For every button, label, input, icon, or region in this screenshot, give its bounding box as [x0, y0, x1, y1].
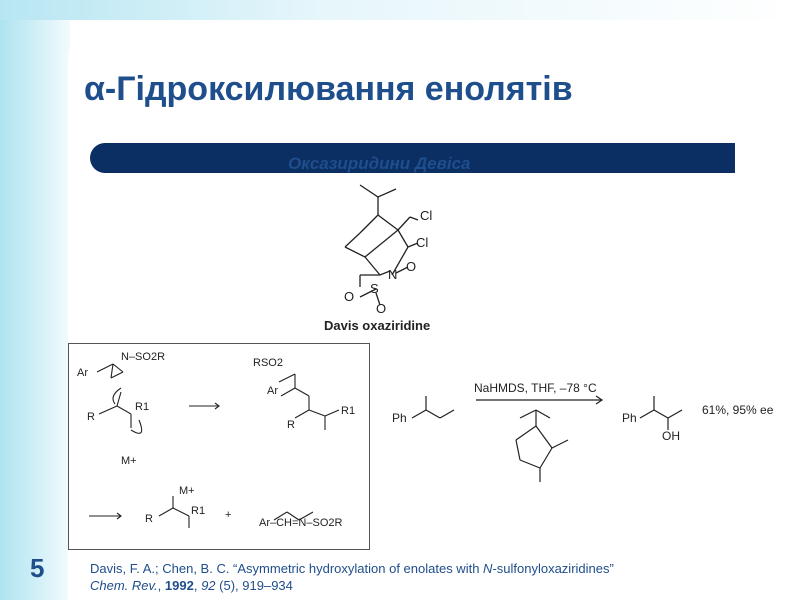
slide-subtitle: Оксазиридини Девіса: [288, 154, 471, 173]
mech-r-1: R: [87, 411, 95, 423]
mech-imine: Ar–CH=N–SO2R: [259, 517, 343, 529]
citation-line-2: Chem. Rev., 1992, 92 (5), 919–934: [90, 578, 293, 593]
citation-suffix: -sulfonyloxaziridines”: [492, 561, 614, 576]
conditions-label: NaHMDS, THF, –78 °C: [474, 381, 597, 395]
mech-metal-1: M+: [121, 455, 137, 467]
s-label: S: [370, 281, 379, 296]
citation-line-1: [90, 560, 790, 577]
davis-caption: Davis oxaziridine: [324, 318, 431, 333]
top-band: [0, 0, 800, 20]
mech-ar-2: Ar: [267, 385, 278, 397]
mech-r1-3: R1: [191, 505, 206, 517]
n-label: N: [388, 267, 398, 282]
o-label-2: O: [376, 301, 387, 316]
mech-plus: +: [225, 509, 232, 521]
mech-ar-1: Ar: [77, 367, 88, 379]
example-reaction: [390, 370, 790, 520]
substrate-ph: Ph: [392, 411, 407, 425]
citation-italic-n: N: [483, 561, 493, 576]
cl-label-1: Cl: [420, 208, 433, 223]
citation-volume: 92: [201, 578, 216, 593]
mech-r1-1: R1: [135, 401, 150, 413]
slide-title: α-Гідроксилювання енолятів: [84, 70, 573, 108]
o-label-1: O: [344, 289, 355, 304]
cl-label-2: Cl: [416, 235, 429, 250]
citation: [90, 560, 790, 594]
citation-journal: Chem. Rev.: [90, 578, 158, 593]
side-gradient: [0, 0, 70, 600]
mech-r-3: R: [145, 513, 153, 525]
mech-metal-2: M+: [179, 485, 195, 497]
davis-oxaziridine-structure: [320, 175, 480, 335]
mech-r-2: R: [287, 419, 295, 431]
mech-reagent-label: N–SO2R: [121, 351, 166, 363]
o-label-ring: O: [406, 259, 417, 274]
mech-r1-2: R1: [341, 405, 356, 417]
mechanism-scheme: [69, 344, 369, 549]
citation-year: 1992: [164, 578, 194, 593]
product-oh: OH: [662, 429, 680, 443]
page-number: 5: [30, 553, 45, 583]
mech-rso2: RSO2: [253, 357, 283, 369]
citation-pages: (5), 919–934: [219, 578, 293, 593]
mechanism-box: [68, 343, 370, 550]
citation-prefix: Davis, F. A.; Chen, B. C. “Asymmetric hydroxylation of enolates with: [90, 561, 484, 576]
yield-label: 61%, 95% ee: [702, 403, 774, 417]
product-ph: Ph: [622, 411, 637, 425]
